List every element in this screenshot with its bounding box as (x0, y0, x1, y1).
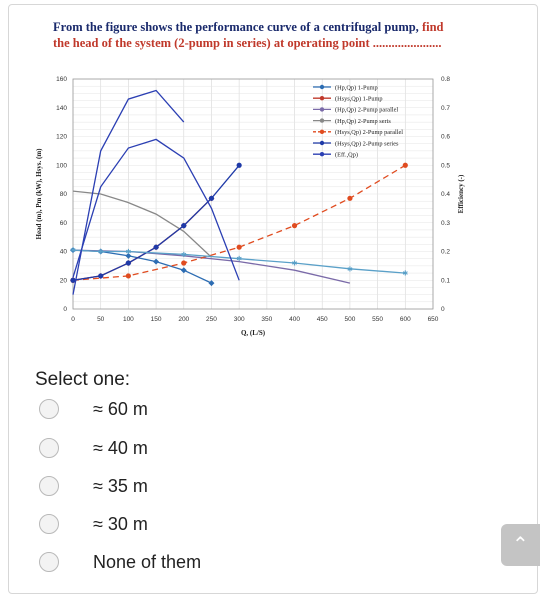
data-point (181, 260, 186, 265)
data-point (181, 223, 186, 228)
question-card (8, 4, 538, 594)
scroll-up-button[interactable] (501, 524, 540, 566)
data-point: ✱ (180, 251, 187, 259)
data-point: ✱ (236, 256, 243, 264)
y2-tick-label: 0.1 (441, 277, 451, 285)
chevron-up-icon: ⌃ (512, 534, 529, 556)
option-40m[interactable] (39, 434, 339, 464)
x-tick-label: 350 (261, 316, 273, 323)
y2-tick-label: 0.5 (441, 162, 451, 170)
y-tick-label: 100 (56, 162, 67, 170)
legend-marker (320, 118, 324, 122)
x-tick-label: 400 (289, 316, 300, 323)
select-one-label: Select one: (35, 369, 131, 390)
y2-tick-label: 0.7 (441, 104, 451, 112)
x-tick-label: 500 (344, 316, 356, 323)
option-label: None of them (93, 552, 202, 572)
y2-tick-label: 0 (441, 306, 445, 313)
legend-marker (320, 141, 324, 145)
option-none[interactable] (39, 548, 339, 578)
x-tick-label: 650 (427, 316, 439, 323)
legend-entry: (Hp,Qp) 1-Pump (335, 84, 378, 92)
option-35m[interactable] (39, 472, 339, 502)
x-tick-label: 600 (399, 316, 411, 323)
legend-entry: (Hsys,Qp) 1-Pump (335, 95, 383, 103)
question-highlight: find (421, 20, 444, 34)
question-line-2: the head of the system (2-pump in series) at operating point ...................... (53, 36, 442, 50)
legend-entry: (Hp,Qp) 2-Pump seris (335, 117, 391, 125)
y2-tick-label: 0.3 (441, 219, 451, 227)
y-tick-label: 40 (59, 248, 67, 256)
question-line-1: From the figure shows the performance curve of a centrifugal pump, (53, 20, 419, 34)
legend-marker (320, 152, 324, 156)
performance-chart (27, 71, 487, 341)
data-point (292, 223, 297, 228)
radio-button[interactable] (39, 399, 59, 419)
x-tick-label: 550 (372, 316, 384, 323)
option-60m[interactable] (39, 395, 339, 425)
data-point (98, 273, 103, 278)
y2-tick-label: 0.6 (441, 133, 451, 141)
y-tick-label: 20 (59, 277, 67, 285)
data-point (126, 260, 131, 265)
x-tick-label: 200 (178, 316, 190, 323)
data-point (126, 273, 131, 278)
option-label: ≈ 30 m (93, 514, 148, 534)
data-point: ✱ (97, 249, 104, 256)
radio-button[interactable] (39, 514, 59, 534)
data-point (237, 163, 242, 168)
x-tick-label: 300 (233, 316, 245, 323)
data-point: ✱ (125, 249, 132, 256)
data-point (347, 196, 352, 201)
y2-axis-label: Efficiency (-) (457, 174, 465, 214)
y2-tick-label: 0.4 (441, 191, 451, 198)
x-axis-label: Q, (L/S) (240, 329, 266, 337)
x-tick-label: 0 (71, 316, 75, 323)
data-point (153, 245, 158, 250)
radio-button[interactable] (39, 438, 59, 458)
data-point (237, 245, 242, 250)
legend-marker (320, 130, 324, 134)
y-tick-label: 140 (56, 104, 67, 112)
question-text (53, 19, 533, 51)
option-30m[interactable] (39, 510, 339, 540)
legend-entry: (Hsys,Qp) 2-Pump parallel (335, 129, 404, 137)
legend-entry: (Eff.,Qp) (335, 151, 358, 159)
x-tick-label: 250 (206, 316, 217, 323)
y-axis-label: Head (m), Pm (kW), Hsys. (m) (35, 148, 43, 240)
y2-tick-label: 0.8 (441, 76, 451, 83)
legend-marker (320, 85, 324, 89)
x-tick-label: 100 (122, 316, 134, 323)
legend-entry: (Hsys,Qp) 2-Pump series (335, 140, 399, 148)
y2-tick-label: 0.2 (441, 248, 451, 256)
data-point (181, 267, 187, 273)
option-label: ≈ 40 m (93, 438, 148, 458)
x-tick-label: 150 (150, 316, 162, 323)
legend-entry: (Hp,Qp) 2-Pump parallel (335, 106, 399, 114)
x-tick-label: 450 (316, 316, 328, 323)
y-tick-label: 160 (56, 76, 67, 83)
y-tick-label: 0 (63, 306, 67, 313)
radio-button[interactable] (39, 552, 59, 572)
data-point: ✱ (346, 266, 353, 274)
option-label: ≈ 35 m (93, 476, 148, 496)
data-point (208, 280, 214, 286)
y-tick-label: 60 (59, 219, 67, 227)
option-label: ≈ 60 m (93, 399, 148, 419)
data-point (403, 163, 408, 168)
data-point: ✱ (70, 247, 76, 255)
data-point: ✱ (291, 260, 298, 268)
legend-marker (320, 96, 324, 100)
y-tick-label: 80 (59, 191, 67, 198)
data-point (153, 259, 159, 265)
x-tick-label: 50 (97, 316, 105, 323)
legend-marker (320, 107, 324, 111)
data-point: ✱ (402, 270, 409, 278)
radio-button[interactable] (39, 476, 59, 496)
data-point (209, 196, 214, 201)
y-tick-label: 120 (56, 133, 67, 141)
